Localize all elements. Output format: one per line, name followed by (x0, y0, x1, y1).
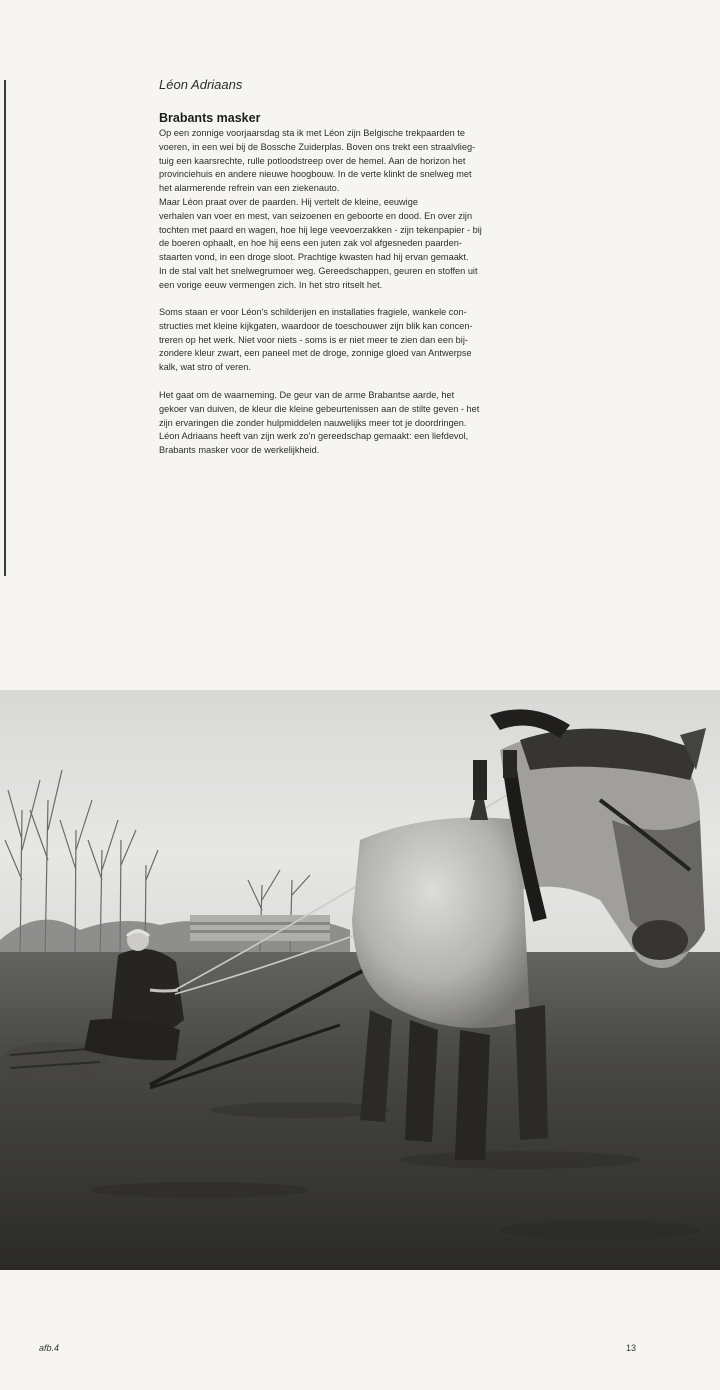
article-title: Brabants masker (159, 111, 261, 125)
text-line: In de stal valt het snelwegrumoer weg. Gereedschappen, geuren en stoffen uit (159, 265, 478, 276)
text-line: een vorige eeuw vermengen zich. In het stro ritselt het. (159, 279, 383, 290)
text-line: Op een zonnige voorjaarsdag sta ik met Léon zijn Belgische trekpaarden te (159, 128, 465, 138)
text-line: gekoer van duiven, de kleur die kleine gebeurtenissen aan de stilte geven - het (159, 403, 480, 414)
text-line: Brabants masker voor de werkelijkheid. (159, 445, 320, 456)
text-line: Maar Léon praat over de paarden. Hij vertelt de kleine, eeuwige (159, 196, 418, 207)
page-number: 13 (626, 1343, 637, 1353)
figure-caption: afb.4 (39, 1343, 60, 1353)
text-line: Léon Adriaans heeft van zijn werk zo'n gereedschap gemaakt: een liefdevol, (159, 431, 469, 442)
text-line: kalk, wat stro of veren. (159, 362, 251, 373)
text-line: verhalen van voer en mest, van seizoenen en geboorte en dood. En over zijn (159, 210, 473, 221)
text-line: provinciehuis en andere nieuwe hoogbouw. In de verte klinkt de snelweg met (159, 169, 472, 180)
text-line: tochten met paard en wagen, hoe hij lege veevoerzakken - zijn tekenpapier - bij (159, 224, 482, 235)
horse-photograph (0, 690, 720, 1270)
author-name: Léon Adriaans (159, 77, 243, 92)
text-line: het alarmerende refrein van een ziekenauto. (159, 183, 340, 194)
text-line: voeren, in een wei bij de Bossche Zuiderplas. Boven ons trekt een straalvlieg- (159, 141, 476, 152)
text-line: structies met kleine kijkgaten, waardoor de toeschouwer zijn blik kan concen- (159, 320, 473, 331)
margin-rule (4, 80, 6, 576)
text-line: Soms staan er voor Léon's schilderijen en installaties fragiele, wankele con- (159, 307, 467, 317)
text-line: de boeren ophaalt, en hoe hij eens een juten zak vol afgesneden paarden- (159, 238, 462, 249)
text-line: tuig een kaarsrechte, rulle potloodstreep over de hemel. Aan de horizon het (159, 155, 466, 166)
text-line: treren op het werk. Niet voor niets - soms is er niet meer te zien dan een bij- (159, 334, 468, 345)
text-line: Het gaat om de waarneming. De geur van de arme Brabantse aarde, het (159, 390, 455, 400)
text-line: zijn ervaringen die zonder hulpmiddelen nauwelijks meer tot je doordringen. (159, 417, 467, 428)
text-line: staarten vond, in een droge sloot. Prachtige kwasten had hij ervan gemaakt. (159, 252, 469, 263)
text-line: zondere kleur zwart, een paneel met de droge, zonnige gloed van Antwerpse (159, 348, 472, 359)
paragraph-3 (159, 389, 479, 458)
paragraph-2 (159, 306, 473, 375)
paragraph-1 (159, 127, 482, 293)
